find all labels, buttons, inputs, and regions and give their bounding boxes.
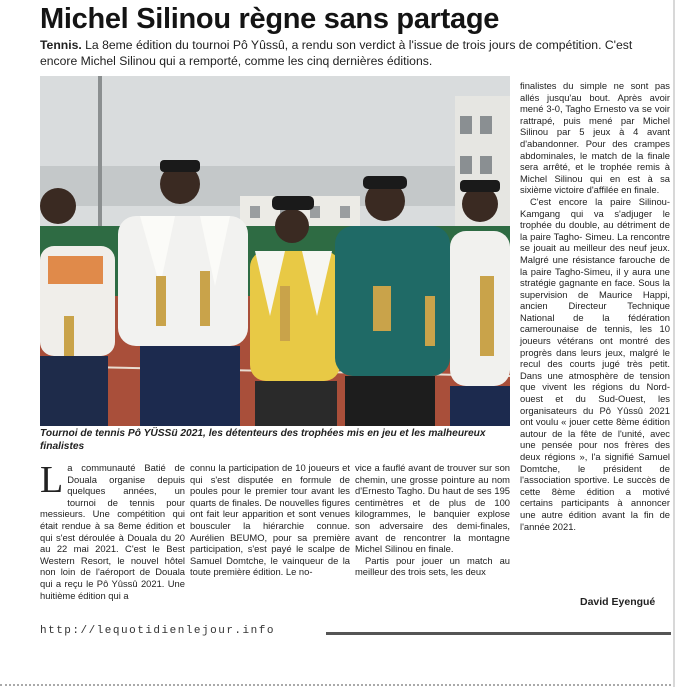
body-column-right: [520, 80, 670, 532]
photo-caption: Tournoi de tennis Pô YÜSSü 2021, les détenteurs des trophées mis en jeu et les malheureux finalistes: [40, 428, 486, 452]
page-bottom-border: [0, 684, 675, 686]
article-lead-text: La 8eme édition du tournoi Pô Yûssû, a rendu son verdict à l'issue de trois jours de compétition. C'est encore Michel Silinou qui a remporté, comme les cinq dernières éditions.: [40, 38, 633, 68]
body-column-2: [190, 462, 350, 612]
article-title: Michel Silinou règne sans partage: [40, 3, 500, 35]
body-paragraph: vice a fauflé avant de trouver sur son chemin, une grosse pointure au nom d'Ernesto Tagho. Du haut de ses 195 centimètres et de plus de 100 kilogrammes, le banquier explose son adversaire des demi-finales, avant de rencontrer la montagne Michel Silinou en finale.: [355, 462, 510, 555]
footer-rule: [326, 632, 671, 635]
body-paragraph: a communauté Batié de Douala organise depuis quelques années, un tournoi de tennis pour messieurs. Une compétition qui était rendue à sa 8eme édition et qui s'est déroulée à Douala du 20 au 22 mai 2021. C'est le Best Western Resort, le nouvel hôtel non loin de l'aéroport de Douala qui a reçu le Pô Yûssû 2021. Une huitième édition qui a: [40, 462, 185, 601]
article-lead: [40, 38, 640, 69]
footer-url: http://lequotidienlejour.info: [40, 625, 275, 637]
body-paragraph: C'est encore la paire Silinou-Kamgang qui va s'adjuger le trophée du double, au détriment de la paire Tagho- Simeu. La rencontre se jouait au meilleur des neuf jeux. Malgré une résistance farouche de la paire Tagho-Simeu, il y aura une stratégie gagnante en face. Sous la supervision de Maurice Happi, ancien Directeur Technique National de la fédération camerounaise de tennis, les 10 joueurs vétérans ont montré des progrès dans leurs jeux, malgré le recul des courts jugé très petit. Dans une atmosphère de tension que vivent les régions du Nord-ouest et du Sud-Ouest, les organisateurs du Pô Yûssû 2021 ont voulu « jouer cette 8ème édition autour de la fête de l'unité, avec une pensée pour nos frères des deux régions », l'a signifié Samuel Domtche, le président de l'association sportive. Le succès de cette 8ème édition a motivé certains participants à annoncer une autre édition avant la fin de l'année 2021.: [520, 195, 670, 532]
body-paragraph: Partis pour jouer un match au meilleur des trois sets, les deux: [355, 554, 510, 578]
author-signature: David Eyengué: [580, 596, 656, 608]
body-column-3: [355, 462, 510, 612]
team-photo: [40, 76, 510, 426]
body-paragraph: finalistes du simple ne sont pas allés jusqu'au bout. Après avoir mené 3-0, Tagho Ernesto va se voir rattrapé, puis mené par Michel Silinou par 5 jeux à 4 avant d'abandonner. Pour des crampes abdominales, le match de la finale sera arrêté, et le trophée remis à Michel Silinou qui en est à sa sixième victoire d'affilée en finale.: [520, 80, 670, 196]
body-column-1: [40, 459, 185, 612]
drop-cap: L: [40, 459, 64, 501]
article-kicker: Tennis.: [40, 38, 82, 52]
body-paragraph: connu la participation de 10 joueurs et qui s'est disputée en formule de poules pour le premier tour avant les quarts de finales. De nouvelles figures ont fait leur apparition et sont venues bousculer la hiérarchie connue. Aurélien BEUMO, pour sa première participation, s'est payé le scalpe de Samuel Domtche, le vainqueur de la toute première édition. Le no-: [190, 462, 350, 578]
